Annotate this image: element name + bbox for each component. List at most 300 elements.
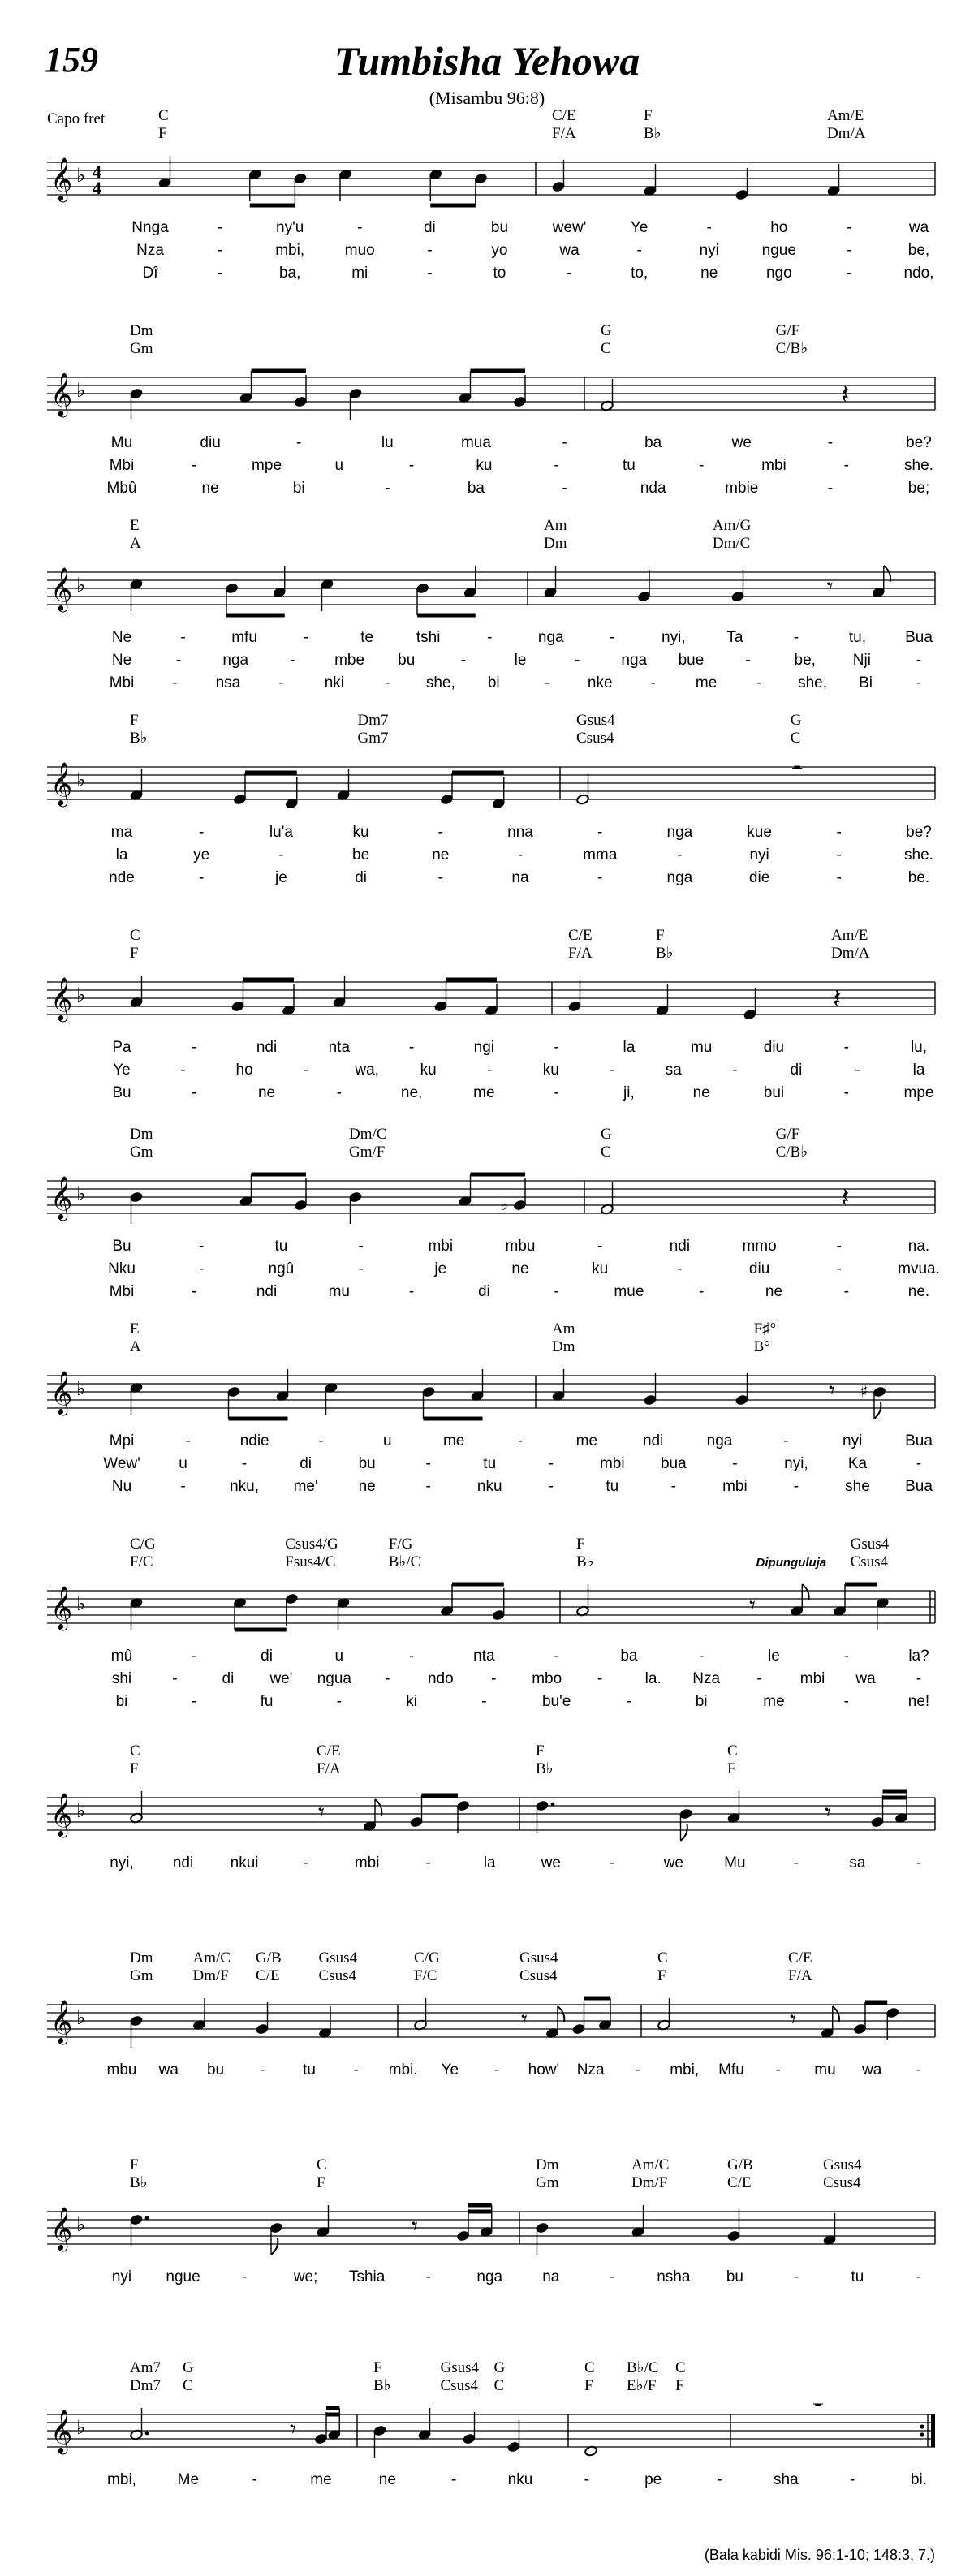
note — [731, 570, 745, 602]
lyric-syllable: - — [554, 1039, 559, 1056]
lyric-syllable: Ta — [726, 629, 743, 646]
lyric-syllable: ne — [378, 2471, 396, 2488]
chord-symbol: C — [158, 107, 169, 124]
flag — [271, 2238, 278, 2255]
lyric-syllable: mue — [614, 1283, 644, 1300]
note — [317, 2205, 330, 2238]
lyric-syllable: Pa — [112, 1039, 131, 1056]
lyric-syllable: la — [483, 1854, 496, 1872]
lyric-syllable: we — [541, 1854, 561, 1872]
note — [225, 583, 239, 615]
chord-symbol: Gm — [536, 2174, 559, 2191]
chord-symbol: B° — [753, 1338, 770, 1355]
lyric-syllable: - — [217, 265, 223, 282]
lyric-syllable: u — [179, 1455, 187, 1472]
lyric-syllable: - — [610, 2268, 615, 2285]
lyric-syllable: mu — [690, 1039, 713, 1056]
note — [239, 1174, 253, 1207]
lyric-syllable: sha — [774, 2471, 799, 2488]
lyric-syllable: di — [222, 1670, 235, 1687]
lyric-syllable: nga — [222, 652, 249, 669]
note — [349, 1191, 363, 1224]
lyric-syllable: - — [175, 652, 182, 669]
lyric-syllable: - — [650, 674, 656, 691]
chord-symbol: Gm7 — [357, 730, 389, 747]
note — [507, 2420, 521, 2453]
lyric-syllable: nyi — [749, 846, 769, 864]
lyric-syllable: - — [493, 2061, 500, 2078]
lyric-syllable: Ye — [630, 219, 649, 236]
note — [644, 164, 657, 196]
time-signature: 4 — [93, 162, 101, 182]
chord-symbol: Dm7 — [130, 2377, 161, 2394]
chord-symbol: Am/C — [192, 1949, 231, 1966]
note — [657, 1998, 671, 2031]
note — [576, 773, 590, 805]
note — [418, 2408, 432, 2440]
lyric-syllable: na — [542, 2268, 560, 2285]
lyric-syllable: - — [916, 2061, 922, 2078]
note — [130, 976, 144, 1008]
lyric-syllable: - — [610, 629, 615, 646]
lyric-syllable: - — [597, 1670, 603, 1687]
note — [656, 984, 670, 1016]
lyric-syllable: ku — [542, 1062, 559, 1079]
lyric-syllable: mbi, — [670, 2061, 700, 2078]
chord-symbol: F — [130, 1760, 139, 1777]
lyric-syllable: - — [358, 1260, 364, 1277]
lyric-syllable: - — [241, 2268, 248, 2285]
staff-system — [47, 107, 935, 282]
lyric-syllable: Me — [177, 2471, 200, 2488]
lyric-syllable: - — [732, 1062, 738, 1079]
lyric-syllable: bi — [115, 1693, 128, 1710]
lyric-syllable: - — [574, 652, 580, 669]
lyric-syllable: la? — [908, 1648, 929, 1665]
lyric-syllable: ba, — [278, 265, 301, 282]
lyric-syllable: mpe — [252, 457, 282, 474]
note — [130, 1191, 144, 1224]
lyric-syllable: be, — [907, 242, 930, 259]
key-signature-flat: ♭ — [76, 769, 86, 791]
lyric-syllable: Nnga — [131, 219, 169, 236]
treble-clef: 𝄞 — [50, 372, 73, 416]
lyric-syllable: nyi — [843, 1432, 863, 1450]
lyric-syllable: - — [846, 265, 852, 282]
chord-symbol: C/B♭ — [775, 1144, 808, 1161]
chord-symbol: F — [130, 2156, 139, 2173]
lyric-syllable: sa — [665, 1062, 682, 1079]
note — [459, 371, 472, 403]
note — [501, 1178, 527, 1214]
chord-symbol: B♭/C — [388, 1553, 421, 1570]
lyric-syllable: - — [916, 2268, 922, 2285]
lyric-syllable: - — [554, 457, 559, 474]
flag — [375, 1799, 381, 1816]
lyric-syllable: wa — [862, 2061, 882, 2078]
lyric-syllable: nke — [587, 674, 613, 691]
rest: 𝄽 — [833, 983, 842, 1015]
lyric-syllable: - — [408, 1648, 415, 1665]
staff-system — [47, 322, 935, 497]
note — [285, 1593, 299, 1626]
chord-symbol: F/A — [568, 945, 593, 962]
lyric-syllable: mû — [110, 1648, 133, 1665]
lyric-syllable: Bua — [905, 629, 933, 646]
lyric-syllable: - — [836, 824, 842, 841]
chord-symbol: A — [130, 535, 141, 552]
lyric-syllable: mbi — [799, 1670, 825, 1687]
lyric-syllable: - — [517, 1432, 524, 1450]
note — [456, 2209, 470, 2242]
lyric-syllable: - — [185, 1432, 191, 1450]
lyric-syllable: ndie — [239, 1432, 269, 1450]
lyric-syllable: - — [626, 1693, 632, 1710]
lyric-syllable: bua — [660, 1455, 687, 1472]
lyric-syllable: Nji — [852, 652, 871, 669]
lyric-syllable: na — [511, 869, 529, 886]
lyric-syllable: Mpi — [109, 1432, 135, 1450]
lyric-syllable: Mbi — [109, 457, 135, 474]
chord-symbol: C/E — [727, 2174, 752, 2191]
lyric-syllable: she. — [904, 457, 933, 474]
lyric-syllable: Mbi — [109, 674, 135, 691]
lyric-syllable: - — [199, 824, 205, 841]
note — [790, 1584, 804, 1617]
lyric-syllable: ndi — [256, 1039, 278, 1056]
rest: 𝄾 — [790, 2005, 796, 2034]
lyric-syllable: ne — [201, 480, 219, 497]
lyric-syllable: - — [699, 457, 705, 474]
chord-symbol: Dm — [544, 535, 567, 552]
note — [474, 173, 488, 205]
note — [727, 2209, 741, 2242]
chord-symbol: Gsus4 — [440, 2359, 480, 2376]
lyric-syllable: mbo — [532, 1670, 562, 1687]
lyric-syllable: la — [115, 846, 128, 864]
lyric-syllable: la — [912, 1062, 925, 1079]
lyric-syllable: Ye — [441, 2061, 459, 2078]
lyric-syllable: - — [775, 2061, 781, 2078]
lyric-syllable: fu — [260, 1693, 274, 1710]
accidental: ♭ — [500, 1195, 508, 1214]
lyric-syllable: she, — [425, 674, 455, 691]
lyric-syllable: diu — [748, 1260, 770, 1277]
lyric-syllable: ne — [257, 1084, 276, 1101]
chord-symbol: C — [130, 1742, 140, 1760]
lyric-syllable: u — [334, 1648, 344, 1665]
key-signature-flat: ♭ — [76, 2006, 86, 2029]
lyric-syllable: - — [481, 1693, 487, 1710]
note — [463, 2412, 476, 2445]
lyric-syllable: ndi — [642, 1432, 664, 1450]
lyric-syllable: bu'e — [541, 1693, 571, 1710]
lyric-syllable: di — [355, 869, 367, 886]
lyric-syllable: ma — [110, 824, 133, 841]
chord-symbol: F — [657, 1967, 666, 1984]
chord-symbol: B♭ — [536, 1760, 554, 1777]
lyric-syllable: Nku — [108, 1260, 136, 1277]
lyric-syllable: - — [425, 1854, 431, 1872]
lyric-syllable: - — [260, 2061, 265, 2078]
lyric-syllable: ne — [432, 846, 450, 864]
treble-clef: 𝄞 — [50, 566, 73, 610]
staff-system — [47, 1320, 935, 1495]
lyric-syllable: je — [275, 869, 287, 886]
note — [130, 2408, 149, 2440]
lyric-syllable: - — [437, 824, 443, 841]
lyric-syllable: bu — [726, 2268, 743, 2285]
lyric-syllable: la — [623, 1039, 636, 1056]
lyric-syllable: Bu — [112, 1238, 131, 1255]
chord-symbol: Gm/F — [349, 1144, 386, 1161]
chord-symbol: G — [790, 712, 802, 729]
chord-symbol: F/A — [317, 1760, 341, 1777]
rest: 𝄾 — [412, 2212, 418, 2241]
lyric-syllable: - — [793, 1854, 799, 1872]
lyric-syllable: - — [836, 1238, 842, 1255]
note — [833, 1584, 847, 1617]
lyric-syllable: mbe — [334, 652, 365, 669]
lyric-syllable: - — [437, 869, 443, 886]
treble-clef: 𝄞 — [50, 1175, 73, 1219]
lyric-syllable: nkui — [230, 1854, 259, 1872]
chord-symbol: C — [584, 2359, 595, 2376]
lyric-syllable: me — [575, 1432, 598, 1450]
lyric-syllable: - — [192, 457, 197, 474]
lyric-syllable: - — [278, 846, 284, 864]
note — [727, 1791, 741, 1824]
chord-symbol: G/B — [256, 1949, 282, 1966]
chord-symbol: F — [675, 2377, 684, 2394]
lyric-syllable: tu — [606, 1478, 619, 1495]
lyric-syllable: be. — [907, 869, 930, 886]
lyric-syllable: - — [597, 1238, 603, 1255]
lyric-syllable: - — [597, 824, 603, 841]
chord-symbol: Dm — [552, 1338, 575, 1355]
lyric-syllable: - — [408, 1283, 415, 1300]
chord-symbol: C — [657, 1949, 668, 1966]
lyric-syllable: - — [636, 242, 642, 259]
lyric-syllable: - — [192, 1084, 197, 1101]
chord-symbol: F — [158, 125, 167, 142]
note — [637, 570, 651, 602]
lyric-syllable: - — [408, 457, 415, 474]
chord-symbol: C/E — [568, 927, 593, 944]
lyric-syllable: - — [517, 846, 524, 864]
note — [130, 1791, 144, 1824]
lyric-syllable: mbi — [354, 1854, 380, 1872]
note — [644, 1373, 657, 1406]
rest: 𝄻 — [812, 2394, 824, 2427]
lyric-syllable: - — [192, 1693, 197, 1710]
lyric-syllable: - — [554, 1283, 559, 1300]
treble-clef: 𝄞 — [50, 761, 73, 805]
lyric-syllable: mu — [814, 2061, 836, 2078]
lyric-syllable: nga — [666, 824, 693, 841]
chord-symbol: Gsus4 — [318, 1949, 358, 1966]
lyric-syllable: - — [745, 652, 751, 669]
lyric-syllable: - — [199, 1238, 205, 1255]
lyric-syllable: tu — [274, 1238, 288, 1255]
lyric-syllable: ho — [770, 219, 788, 236]
lyric-syllable: - — [427, 265, 433, 282]
note — [463, 566, 477, 598]
lyric-syllable: - — [544, 674, 549, 691]
note — [276, 1369, 290, 1402]
rest: 𝄾 — [318, 1798, 325, 1827]
note — [239, 371, 253, 403]
note — [871, 1795, 885, 1828]
lyric-syllable: me — [442, 1432, 465, 1450]
note — [598, 1998, 612, 2031]
lyric-syllable: ngi — [473, 1039, 495, 1056]
lyric-syllable: mbi — [428, 1238, 454, 1255]
lyric-syllable: - — [916, 674, 922, 691]
chord-symbol: B♭ — [576, 1553, 594, 1570]
note — [130, 2214, 149, 2246]
lyric-syllable: ku — [352, 824, 369, 841]
lyric-syllable: Mbû — [106, 480, 137, 497]
lyric-syllable: she, — [798, 674, 828, 691]
chord-symbol: F — [317, 2174, 325, 2191]
note — [233, 1597, 247, 1630]
lyric-syllable: - — [241, 1455, 248, 1472]
lyric-syllable: - — [180, 1062, 186, 1079]
song-number: 159 — [45, 40, 98, 80]
chord-symbol: C/E — [317, 1742, 341, 1760]
lyric-syllable: Nza — [576, 2061, 605, 2078]
lyric-syllable: me — [763, 1693, 785, 1710]
lyric-syllable: - — [192, 1039, 197, 1056]
note — [459, 1174, 472, 1207]
note — [743, 988, 757, 1020]
chord-symbol: Dm/F — [631, 2174, 668, 2191]
note — [422, 1386, 436, 1419]
lyric-syllable: ba — [644, 434, 662, 451]
key-signature-flat: ♭ — [76, 1182, 86, 1205]
lyric-syllable: Nza — [692, 1670, 721, 1687]
lyric-syllable: nyi — [111, 2268, 132, 2285]
lyric-syllable: di — [790, 1062, 803, 1079]
lyric-syllable: - — [843, 1648, 849, 1665]
lyric-syllable: nku, — [230, 1478, 260, 1495]
lyric-syllable: nde — [109, 869, 135, 886]
lyric-syllable: nga — [476, 2268, 503, 2285]
staff-system — [47, 517, 935, 691]
note — [631, 2205, 645, 2238]
note — [536, 2222, 549, 2255]
note — [552, 160, 566, 192]
lyric-syllable: ye — [193, 846, 210, 864]
lyric-syllable: lu — [381, 434, 394, 451]
lyric-syllable: nta — [328, 1039, 351, 1056]
lyric-syllable: ndo, — [903, 265, 934, 282]
rest: 𝄾 — [521, 2005, 528, 2034]
lyric-syllable: di — [300, 1455, 312, 1472]
lyric-syllable: Ne — [111, 652, 132, 669]
lyric-syllable: - — [732, 1455, 738, 1472]
lyric-syllable: ho — [235, 1062, 253, 1079]
lyric-syllable: - — [793, 2268, 799, 2285]
lyric-syllable: nga — [666, 869, 693, 886]
chord-symbol: Am/E — [827, 107, 864, 124]
note — [601, 379, 614, 411]
lyric-syllable: Wew' — [103, 1455, 140, 1472]
lyric-syllable: - — [843, 1693, 849, 1710]
lyric-syllable: wa — [158, 2061, 179, 2078]
note — [735, 168, 749, 200]
lyric-syllable: to, — [631, 265, 649, 282]
lyric-syllable: nsha — [657, 2268, 691, 2285]
chord-symbol: F — [576, 1536, 585, 1553]
note — [821, 2006, 834, 2039]
staff-system — [47, 2156, 935, 2285]
lyric-syllable: ne, — [400, 1084, 423, 1101]
lyric-syllable: - — [172, 674, 178, 691]
lyric-syllable: Mbi — [109, 1283, 135, 1300]
lyric-syllable: te — [360, 629, 374, 646]
note — [373, 2425, 387, 2458]
lyric-syllable: nku — [507, 2471, 533, 2488]
chord-symbol: E — [130, 1320, 140, 1338]
note — [130, 2015, 144, 2048]
note — [130, 579, 144, 611]
chord-symbol: Dm — [130, 1126, 153, 1143]
note — [492, 777, 506, 809]
chord-symbol: F — [373, 2359, 382, 2376]
lyric-syllable: me — [695, 674, 718, 691]
lyric-syllable: Ne — [111, 629, 132, 646]
lyric-syllable: - — [303, 1854, 308, 1872]
chord-symbol: Gsus4 — [850, 1536, 890, 1553]
lyric-syllable: - — [336, 1084, 342, 1101]
lyric-syllable: - — [548, 1478, 554, 1495]
chord-symbol: G/F — [775, 322, 800, 339]
lyric-syllable: - — [385, 1670, 390, 1687]
lyric-syllable: - — [717, 2471, 722, 2488]
lyric-syllable: - — [783, 1432, 789, 1450]
lyric-syllable: - — [677, 1260, 683, 1277]
note — [456, 1800, 470, 1833]
lyric-syllable: Ye — [113, 1062, 131, 1079]
note — [285, 777, 299, 809]
chord-symbol: Gsus4 — [823, 2156, 862, 2173]
lyric-syllable: mi — [351, 265, 368, 282]
lyric-syllable: wa — [855, 1670, 876, 1687]
lyric-syllable: - — [562, 480, 567, 497]
lyric-syllable: we' — [269, 1670, 293, 1687]
lyric-syllable: - — [460, 652, 467, 669]
note — [414, 1998, 428, 2031]
rest: 𝄼 — [791, 753, 803, 786]
chord-symbol: Gm — [130, 1144, 153, 1161]
lyric-syllable: bi — [292, 480, 305, 497]
rest: 𝄽 — [841, 1182, 850, 1214]
lyric-syllable: wa — [559, 242, 580, 259]
lyric-syllable: ndi — [256, 1283, 278, 1300]
chord-symbol: Dm/C — [712, 535, 751, 552]
chord-symbol: Am/G — [712, 517, 752, 534]
lyric-syllable: mu — [328, 1283, 351, 1300]
treble-clef: 𝄞 — [50, 157, 73, 200]
chord-symbol: C — [790, 730, 801, 747]
chord-symbol: Gm — [130, 340, 153, 357]
lyric-syllable: bi — [695, 1693, 708, 1710]
lyric-syllable: we; — [293, 2268, 318, 2285]
lyric-syllable: be — [352, 846, 370, 864]
note — [282, 984, 295, 1016]
